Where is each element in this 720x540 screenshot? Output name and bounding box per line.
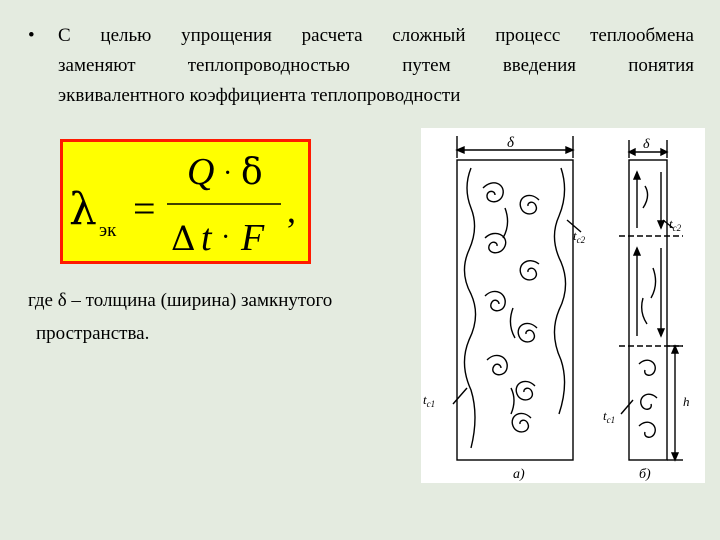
formula-dot-bottom: · [221,222,231,253]
formula-lambda: λ [69,184,97,235]
panel-a-label: a) [513,467,525,482]
caption-line-2: пространства. [36,323,150,344]
vortices-a [483,183,539,432]
convection-figure [421,128,705,483]
formula-F: F [241,217,265,259]
boundary-layer-hot [464,168,475,448]
formula-subscript: эк [99,220,117,241]
caption-line-1: где δ – толщина (ширина) замкнутого [28,290,333,311]
formula-box [60,139,311,264]
figure-svg [421,128,705,483]
bullet-line-3: эквивалентного коэффициента теплопроводности [58,85,461,106]
formula-Delta: Δ [171,219,196,259]
tc1-b-leader [621,400,633,414]
tc2-a-label: $t_{c2}$ [573,228,586,245]
delta-b-label: δ [643,137,650,152]
flow-arrows-b [634,172,664,437]
delta-a-label: δ [507,135,514,151]
tc1-a-label: $t_{c1}$ [423,392,436,409]
panel-b-label: б) [639,467,651,482]
tc1-a-leader [453,388,467,404]
formula-svg [63,142,308,261]
formula-equals: = [133,186,156,231]
h-label: h [683,394,690,409]
formula-t: t [201,217,212,259]
formula-Q: Q [187,151,215,193]
boundary-layer-cold [554,168,565,414]
formula-comma: , [287,190,296,230]
tc2-b-label: $t_{c2}$ [669,216,682,233]
formula-dot-top: · [223,158,233,189]
tc1-b-label: $t_{c1}$ [603,408,616,425]
bullet-line-2: заменяют теплопроводностью путем введения понятия [58,55,694,76]
bullet-marker: • [28,25,35,46]
bullet-line-1: С целью упрощения расчета сложный процесс теплообмена [58,25,694,46]
formula-delta: δ [241,152,263,193]
